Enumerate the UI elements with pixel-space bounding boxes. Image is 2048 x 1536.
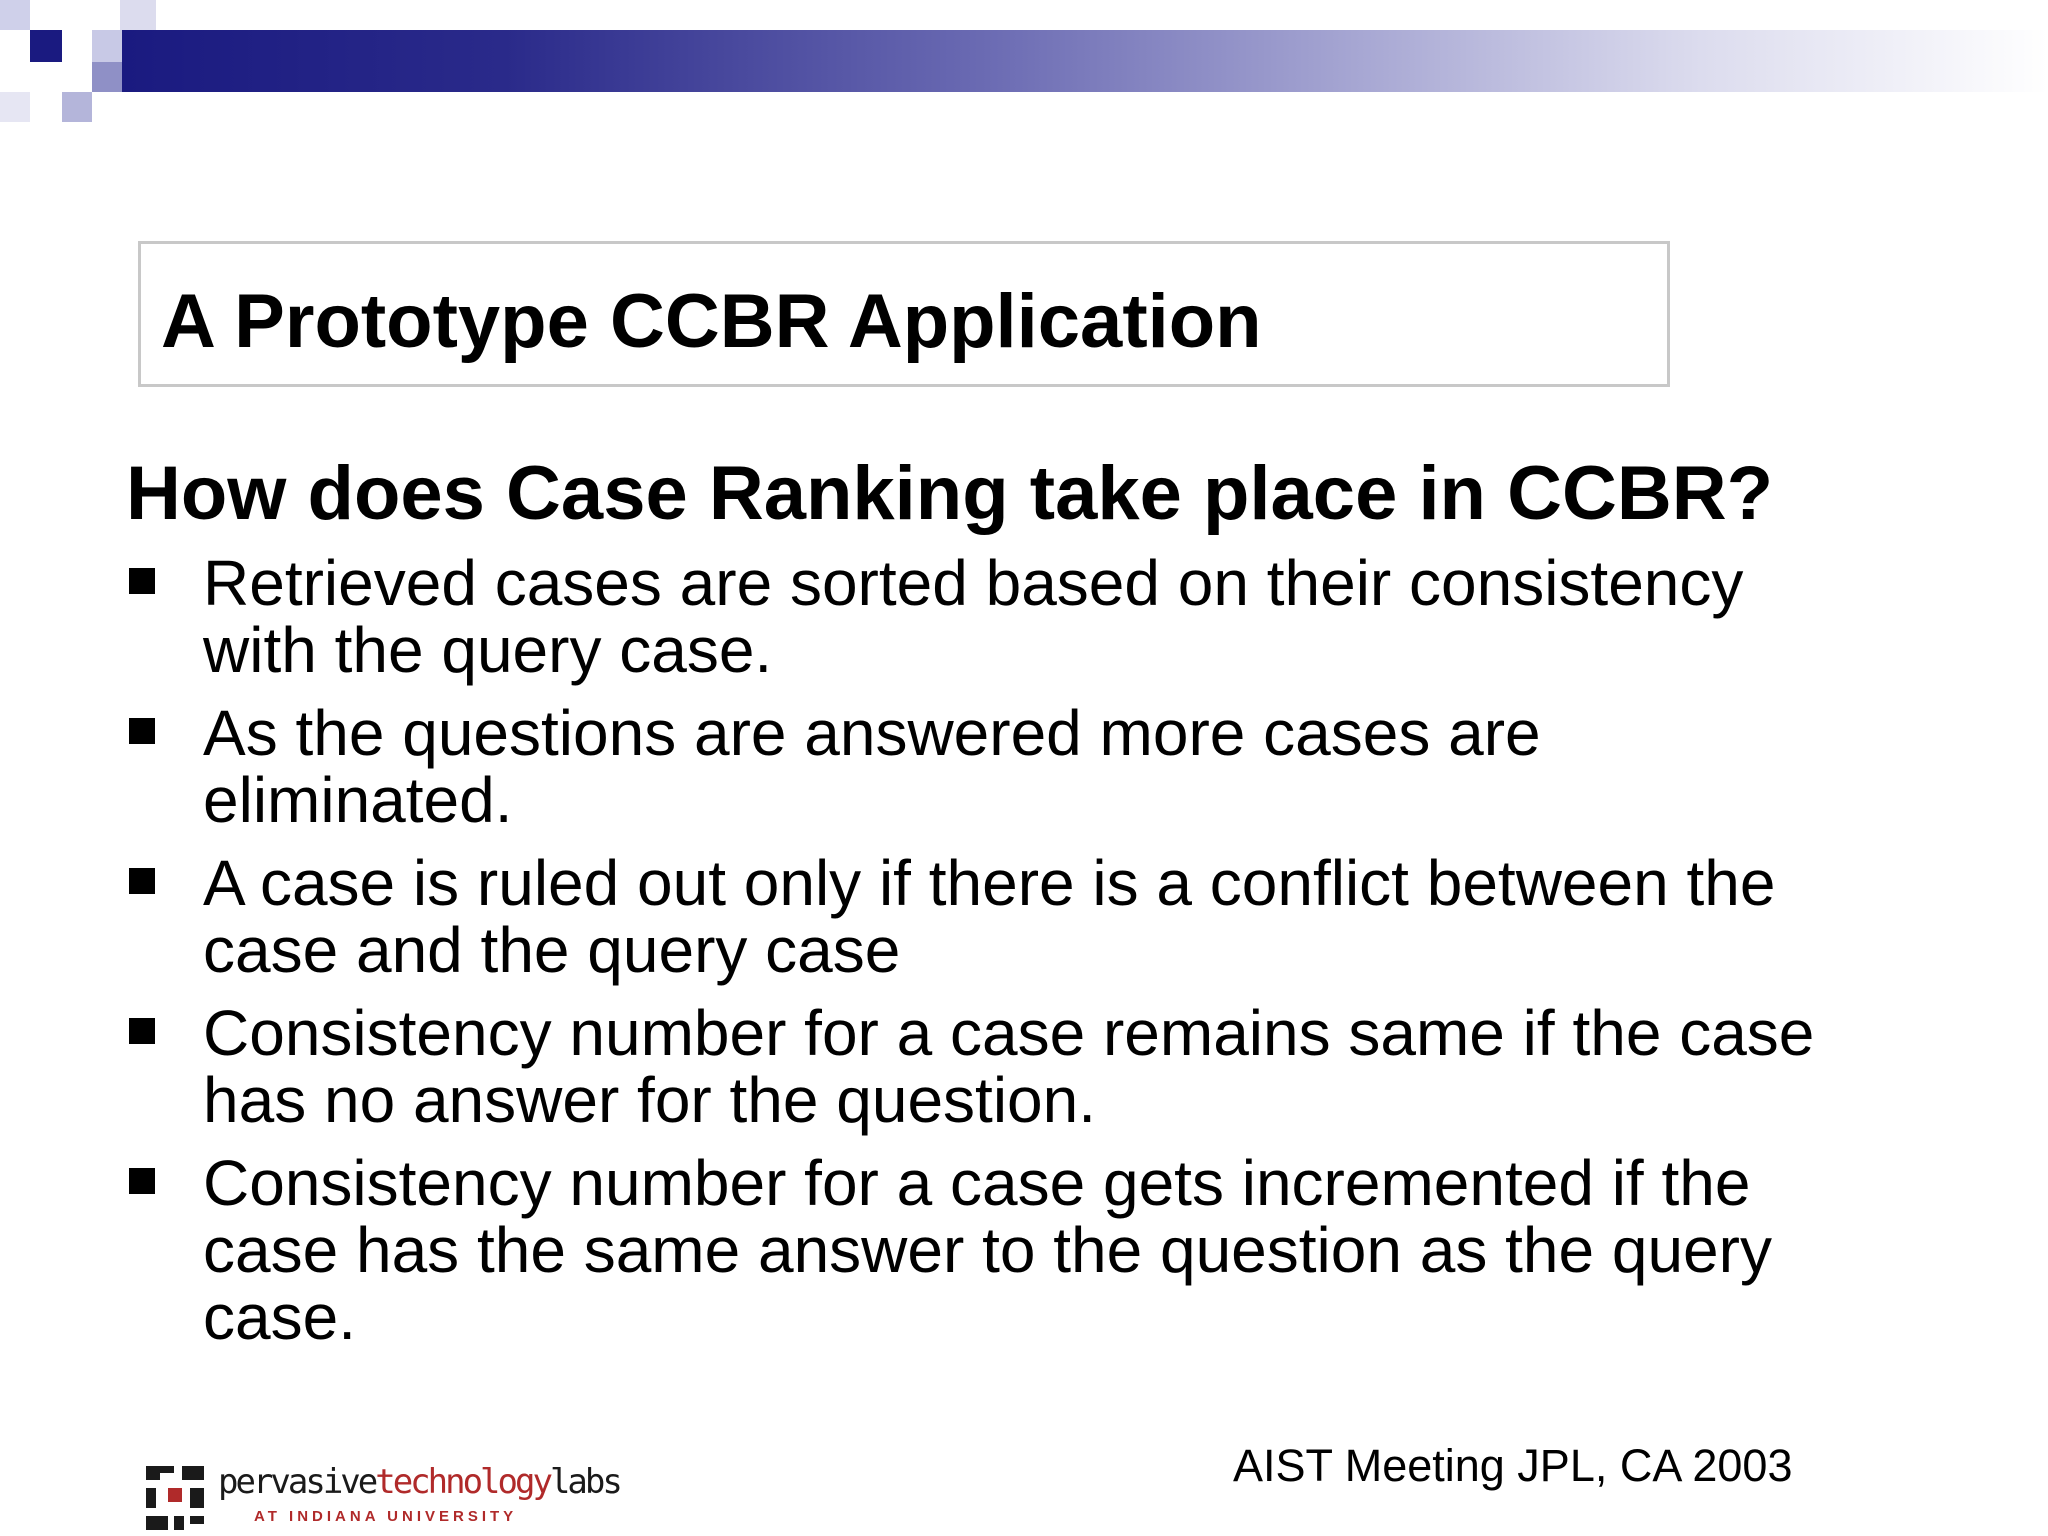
slide-title: A Prototype CCBR Application: [161, 279, 1262, 364]
bullet-line: with the query case.: [203, 614, 773, 686]
square-bullet-icon: [129, 868, 155, 894]
logo-subtext: AT INDIANA UNIVERSITY: [254, 1508, 518, 1525]
bullet-line: case has the same answer to the question as the query: [203, 1214, 1772, 1286]
meeting-footer: AIST Meeting JPL, CA 2003: [1233, 1440, 1793, 1491]
bullet-item: [126, 847, 2026, 986]
slide-subtitle: How does Case Ranking take place in CCBR?: [126, 451, 1774, 536]
bullet-item: [126, 1147, 2026, 1353]
bullet-line: case and the query case: [203, 914, 901, 986]
logo-mark-icon: [146, 1466, 204, 1530]
pervasive-labs-logo: [146, 1462, 620, 1534]
header-square: [0, 0, 30, 30]
header-square: [120, 0, 156, 30]
logo-accent: technology: [375, 1462, 550, 1502]
logo-prefix: pervasive: [218, 1462, 376, 1502]
title-box: [138, 241, 1670, 387]
bullet-line: case.: [203, 1281, 356, 1353]
square-bullet-icon: [129, 568, 155, 594]
bullet-line: A case is ruled out only if there is a conflict between the: [203, 847, 1776, 919]
bullet-line: has no answer for the question.: [203, 1064, 1096, 1136]
bullet-line: Consistency number for a case remains same if the case: [203, 997, 1815, 1069]
header-square: [92, 30, 122, 62]
header-square: [92, 62, 122, 92]
square-bullet-icon: [129, 1168, 155, 1194]
logo-wordmark: [218, 1462, 620, 1502]
square-bullet-icon: [129, 718, 155, 744]
square-bullet-icon: [129, 1018, 155, 1044]
bullet-line: Consistency number for a case gets incremented if the: [203, 1147, 1751, 1219]
bullet-item: [126, 697, 2026, 836]
bullet-item: [126, 547, 2026, 686]
bullet-line: As the questions are answered more cases are: [203, 697, 1541, 769]
header-square: [0, 92, 30, 122]
header-gradient-bar: [120, 30, 2048, 92]
bullet-list: [126, 547, 2026, 1367]
header-square: [30, 30, 62, 62]
header-square: [62, 92, 92, 122]
logo-suffix: labs: [549, 1462, 620, 1502]
bullet-line: Retrieved cases are sorted based on their consistency: [203, 547, 1744, 619]
bullet-line: eliminated.: [203, 764, 513, 836]
bullet-item: [126, 997, 2026, 1136]
